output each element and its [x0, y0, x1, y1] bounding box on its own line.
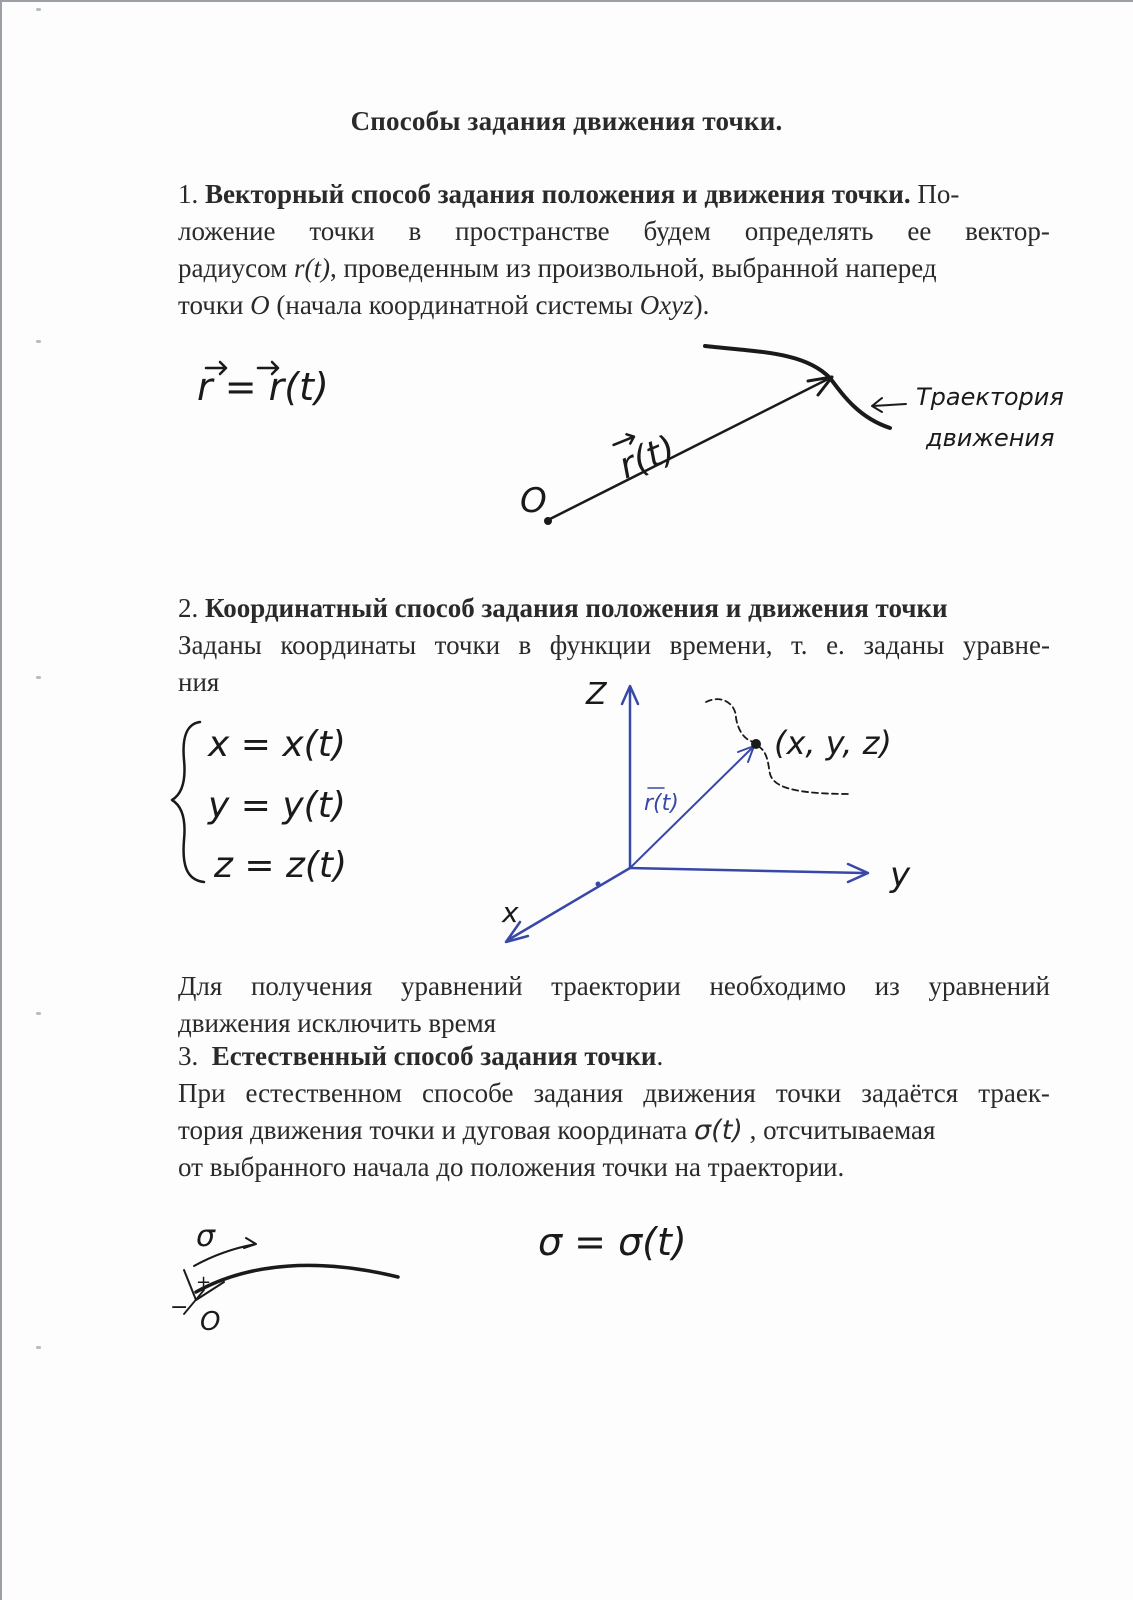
- equation-y: y = y(t): [208, 785, 346, 826]
- word: точки: [434, 630, 501, 660]
- section-2-line-3: ния: [178, 667, 220, 697]
- sigma-label: σ: [196, 1219, 216, 1254]
- word: будем: [643, 216, 711, 246]
- word: Заданы: [178, 630, 262, 660]
- trajectory-label-line-2: движения: [926, 424, 1055, 452]
- word: заданы: [863, 630, 945, 660]
- word: ее: [907, 216, 932, 246]
- arc-coordinate: σ(t): [694, 1115, 743, 1146]
- text-fragment: радиусом: [178, 253, 288, 283]
- text-fragment: (начала координатной системы: [276, 290, 633, 320]
- word: функции: [549, 630, 652, 660]
- word: точки: [309, 216, 375, 246]
- origin-label: O: [520, 481, 547, 521]
- word: точки: [775, 1078, 842, 1108]
- point-coordinates-label: (x, y, z): [774, 724, 892, 762]
- figure-1-equation: r = r(t): [197, 365, 329, 409]
- section-1-number: 1.: [178, 179, 199, 209]
- word: пространстве: [455, 216, 610, 246]
- figure-3-equation: σ = σ(t): [538, 1220, 687, 1264]
- text-fragment: , проведенным из произвольной, выбранной наперед: [329, 253, 937, 283]
- word: определять: [744, 216, 874, 246]
- word: естественном: [245, 1078, 402, 1108]
- text-fragment: По-: [917, 179, 960, 209]
- section-2-number: 2.: [178, 593, 199, 623]
- text-fragment: , отсчитываемая: [749, 1115, 936, 1145]
- word: в: [408, 216, 422, 246]
- word: вектор-: [965, 216, 1050, 246]
- word: задания: [533, 1078, 624, 1108]
- arc-origin-label: O: [200, 1307, 221, 1337]
- word: т.: [791, 630, 808, 660]
- vector-label: r(t): [613, 428, 682, 488]
- point-o: O: [250, 290, 270, 320]
- axis-x-label: x: [502, 896, 519, 929]
- plus-sign: +: [196, 1272, 212, 1293]
- word: е.: [826, 630, 845, 660]
- word: задаётся: [861, 1078, 959, 1108]
- minus-sign: −: [170, 1295, 189, 1320]
- word: траектории: [551, 971, 681, 1001]
- axis-y-label: y: [890, 855, 911, 895]
- system-oxyz: Oxyz: [639, 290, 694, 320]
- text-fragment: ).: [693, 290, 710, 320]
- word: уравне-: [962, 630, 1050, 660]
- arc-trajectory-curve: [196, 1265, 398, 1292]
- section-3-heading: Естественный способ задания точки: [211, 1041, 657, 1071]
- word: При: [178, 1078, 226, 1108]
- equation-x: x = x(t): [208, 724, 346, 765]
- word: траек-: [978, 1078, 1050, 1108]
- word: необходимо: [709, 971, 847, 1001]
- section-3-number: 3.: [178, 1041, 199, 1071]
- page-title: Способы задания движения точки.: [350, 106, 783, 136]
- vector-r-of-t: r(t): [293, 253, 330, 283]
- word: ложение: [178, 216, 276, 246]
- trajectory-label-line-1: Траектория: [916, 383, 1064, 411]
- section-2-heading: Координатный способ задания положения и движения точки: [205, 593, 948, 623]
- word: координаты: [280, 630, 417, 660]
- text-fragment: .: [656, 1041, 664, 1071]
- word: получения: [250, 971, 373, 1001]
- text-fragment: тория движения точки и дуговая координата: [178, 1115, 688, 1145]
- word: уравнений: [401, 971, 523, 1001]
- word: из: [874, 971, 900, 1001]
- word: времени,: [669, 630, 773, 660]
- word: в: [518, 630, 532, 660]
- equation-z: z = z(t): [214, 845, 348, 886]
- section-3-line-4: от выбранного начала до положения точки на траектории.: [178, 1152, 845, 1182]
- section-1-heading: Векторный способ задания положения и движения точки.: [205, 179, 911, 209]
- section-2-tail-line-2: движения исключить время: [178, 1008, 497, 1038]
- word: способе: [421, 1078, 514, 1108]
- radius-vector-label: r(t): [644, 791, 679, 816]
- word: уравнений: [928, 971, 1050, 1001]
- axis-z-label: Z: [586, 677, 607, 712]
- text-fragment: точки: [178, 290, 244, 320]
- word: Для: [178, 971, 223, 1001]
- word: движения: [643, 1078, 756, 1108]
